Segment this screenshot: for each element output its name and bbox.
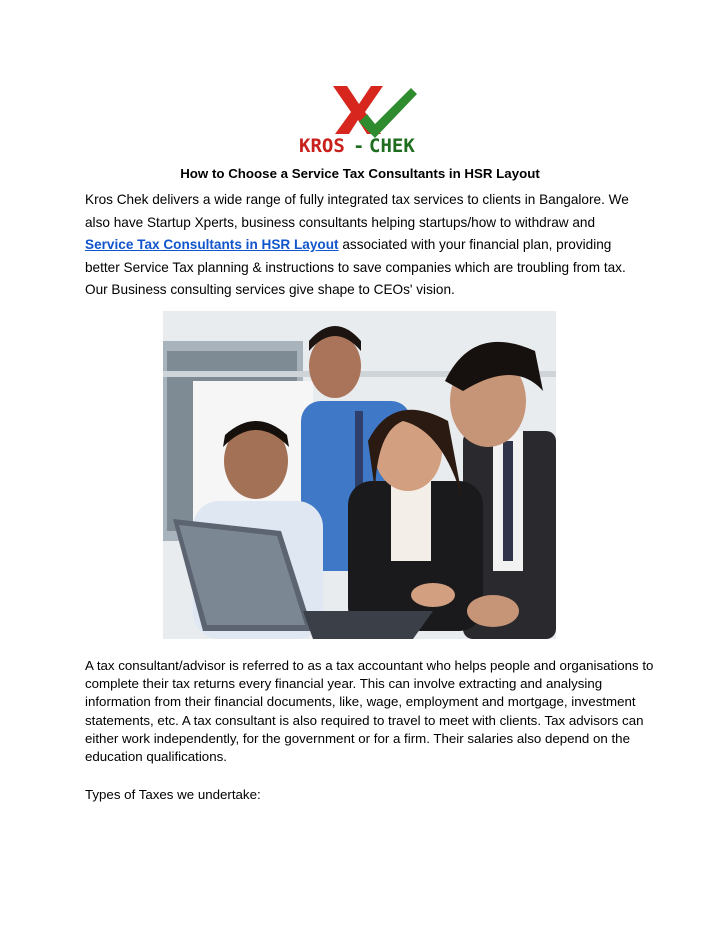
intro-paragraph — [85, 189, 645, 302]
logo-graphic — [297, 82, 423, 154]
service-tax-link[interactable]: Service Tax Consultants in HSR Layout — [85, 237, 339, 252]
page-title: How to Choose a Service Tax Consultants in HSR Layout — [180, 166, 540, 181]
logo-text-kros: KROS — [299, 135, 345, 154]
tax-consultant-paragraph: A tax consultant/advisor is referred to as a tax accountant who helps people and organisations to complete their tax returns every financial year. This can involve extracting and analysing information from their financial documents, like, wage, employment and mortgage, investment statements, etc. A tax consultant is also required to travel to meet with clients. Tax advisors can either work independently, for the government or for a firm. Their salaries also depend on the education qualifications. — [85, 658, 654, 765]
consultants-photo-graphic — [163, 311, 556, 639]
types-heading: Types of Taxes we undertake: — [85, 787, 261, 802]
logo-text-chek: CHEK — [369, 135, 415, 154]
logo-text-sep: - — [353, 135, 365, 154]
intro-text-before: Kros Chek delivers a wide range of fully integrated tax services to clients in Bangalore. We also have Startup Xperts, business consultants helping startups/how to withdraw and — [85, 192, 629, 230]
intro-text-after: associated with your financial plan, providing better Service Tax planning & instructions to save companies which are troubling from tax. Our Business consulting services give shape to CEOs' vision. — [85, 237, 626, 297]
consultants-photo — [163, 311, 556, 639]
kros-chek-logo — [297, 82, 423, 154]
